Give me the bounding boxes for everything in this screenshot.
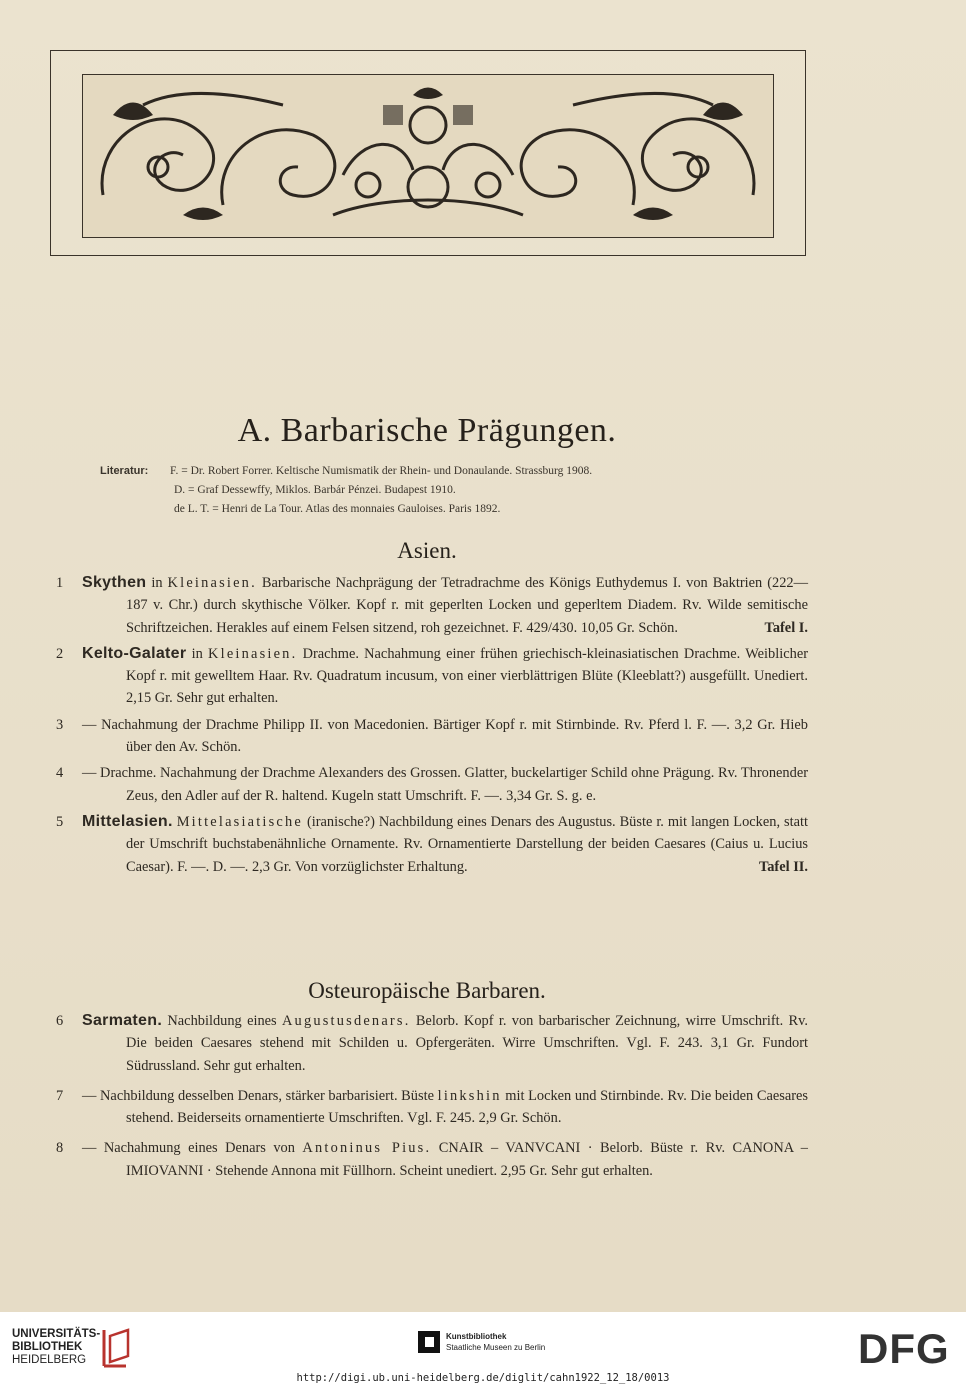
catalog-entry xyxy=(56,762,808,807)
entry-name: Kelto-Galater xyxy=(82,644,187,662)
catalog-entry xyxy=(56,714,808,759)
kunstbibliothek-logo[interactable] xyxy=(446,1331,545,1353)
logo-text: BIBLIOTHEK xyxy=(12,1341,83,1353)
entry-spaced-text: Kleinasien. xyxy=(208,645,298,662)
literature-entry: F. = Dr. Robert Forrer. Keltische Numismatik der Rhein- und Donaulande. Strassburg 1908. xyxy=(170,465,593,477)
catalog-entry xyxy=(56,811,808,878)
literature-block xyxy=(100,462,592,519)
literature-line xyxy=(100,481,592,500)
entry-text: — Nachbildung desselben Denars, stärker barbarisiert. Büste xyxy=(82,1087,438,1104)
literature-line xyxy=(100,462,592,481)
section-title-east-europe: Osteuropäische Barbaren. xyxy=(308,978,546,1003)
entry-text: Drachme. Nachahmung einer frühen griechisch-kleinasiatischen Drachme. Weiblicher Kopf r. mit gewelltem Haar. Rv. Quadratum incusum, von einer vierblättrigen Blüte (Kleeblatt?) ausgefüllt. Unediert. 2,15 Gr. Sehr gut erhalten. xyxy=(126,645,808,707)
entry-spaced-text: linkshin xyxy=(437,1087,502,1104)
entry-number: 7 xyxy=(56,1087,64,1104)
entry-spaced-text: Kleinasien. xyxy=(167,575,257,591)
entry-number: 2 xyxy=(56,645,64,662)
dfg-logo[interactable]: DFG xyxy=(858,1325,950,1372)
literature-entry: D. = Graf Dessewffy, Miklos. Barbár Pénzei. Budapest 1910. xyxy=(174,484,456,496)
logo-text: Staatliche Museen zu Berlin xyxy=(446,1343,546,1352)
library-emblem-icon xyxy=(100,1326,134,1370)
page-title: A. Barbarische Prägungen. xyxy=(237,412,617,449)
entry-text: mit Locken und Stirnbinde. Rv. Die beiden Caesares stehend. Beiderseits ornamentierte Umschriften. Vgl. F. 245. 2,9 Gr. Schön. xyxy=(126,1087,809,1127)
entry-text: Nachbildung eines xyxy=(162,1013,282,1029)
catalog-entry xyxy=(56,1085,808,1130)
plate-reference: Tafel I. xyxy=(764,619,808,636)
entry-spaced-text: Mittelasiatische xyxy=(176,813,304,830)
catalog-entry xyxy=(56,572,808,639)
entry-number: 3 xyxy=(56,716,64,733)
entry-spaced-text: Augustusdenars. xyxy=(281,1013,411,1029)
entry-text: CNAIR – VANVCANI · Belorb. Büste r. Rv. CANONA – IMIOVANNI · Stehende Annona mit Füllhorn. Scheint unediert. 2,95 Gr. Sehr gut erhalten. xyxy=(126,1140,808,1179)
kunstbibliothek-icon xyxy=(418,1331,440,1353)
catalog-entry xyxy=(56,1010,808,1077)
logo-text: UNIVERSITÄTS- xyxy=(12,1328,101,1340)
logo-text: Kunstbibliothek xyxy=(446,1332,507,1341)
entry-number: 8 xyxy=(56,1140,64,1157)
entries-asia xyxy=(56,572,808,878)
literature-label: Literatur: xyxy=(100,465,149,477)
entry-text: Barbarische Nachprägung der Tetradrachme des Königs Euthydemus I. von Baktrien (222—187 v. Chr.) durch skythische Völker. Kopf r. mit geperlten Locken und geperltem Diadem. Rv. Wilde semitische Schriftzeichen. Herakles auf einem Felsen sitzend, roh gezeichnet. F. 429/430. 10,05 Gr. Schön. xyxy=(126,575,809,636)
entry-text: in xyxy=(146,575,168,591)
entry-text: (iranische?) Nachbildung eines Denars des Augustus. Büste r. mit langen Locken, statt der Umschrift buchstabenähnliche Ornamente. Rv. Ornamentierte Darstellung der beiden Caesares (Caius u. Lucius Caesar). F. —. D. —. 2,3 Gr. Von vorzüglichster Erhaltung. xyxy=(126,813,808,875)
entry-text: — Nachahmung der Drachme Philipp II. von Macedonien. Bärtiger Kopf r. mit Stirnbinde. Rv. Pferd l. F. —. 3,2 Gr. Hieb über den Av. Schön. xyxy=(82,716,808,756)
entry-spaced-text: Antoninus Pius. xyxy=(302,1140,432,1157)
entries-east-europe xyxy=(56,1010,808,1182)
entry-number: 1 xyxy=(56,575,64,591)
logo-text: HEIDELBERG xyxy=(12,1354,87,1366)
literature-entry: de L. T. = Henri de La Tour. Atlas des monnaies Gauloises. Paris 1892. xyxy=(174,503,501,515)
entry-text: Belorb. Kopf r. von barbarischer Zeichnung, wirre Umschrift. Rv. Die beiden Caesares stehend mit Schilden u. Opfergeräten. Wirre Umschriften. Vgl. F. 243. 3,1 Gr. Fundort Südrussland. Sehr gut erhalten. xyxy=(126,1013,808,1074)
catalog-entry xyxy=(56,1137,808,1182)
entry-number: 6 xyxy=(56,1013,64,1029)
entry-name: Mittelasien. xyxy=(82,812,173,830)
entry-text: — Drachme. Nachahmung der Drachme Alexanders des Grossen. Glatter, buckelartiger Schild ohne Prägung. Rv. Thronender Zeus, den Adler auf der R. haltend. Kugeln statt Umschrift. F. —. 3,34 Gr. S. g. e. xyxy=(82,765,808,804)
plate-reference: Tafel II. xyxy=(758,858,808,875)
heidelberg-library-logo[interactable] xyxy=(12,1328,100,1367)
entry-text: in xyxy=(186,645,209,662)
entry-text: — Nachahmung eines Denars von xyxy=(82,1140,303,1157)
ornament-illustration xyxy=(83,75,773,237)
header-ornament xyxy=(82,74,774,238)
section-title-asia: Asien. xyxy=(397,538,457,563)
catalog-entry xyxy=(56,643,808,710)
entry-name: Sarmaten. xyxy=(82,1012,163,1029)
literature-line xyxy=(100,500,592,519)
entry-number: 5 xyxy=(56,813,64,830)
entry-number: 4 xyxy=(56,765,64,782)
entry-name: Skythen xyxy=(82,574,147,591)
source-url[interactable]: http://digi.ub.uni-heidelberg.de/diglit/cahn1922_12_18/0013 xyxy=(296,1372,670,1384)
